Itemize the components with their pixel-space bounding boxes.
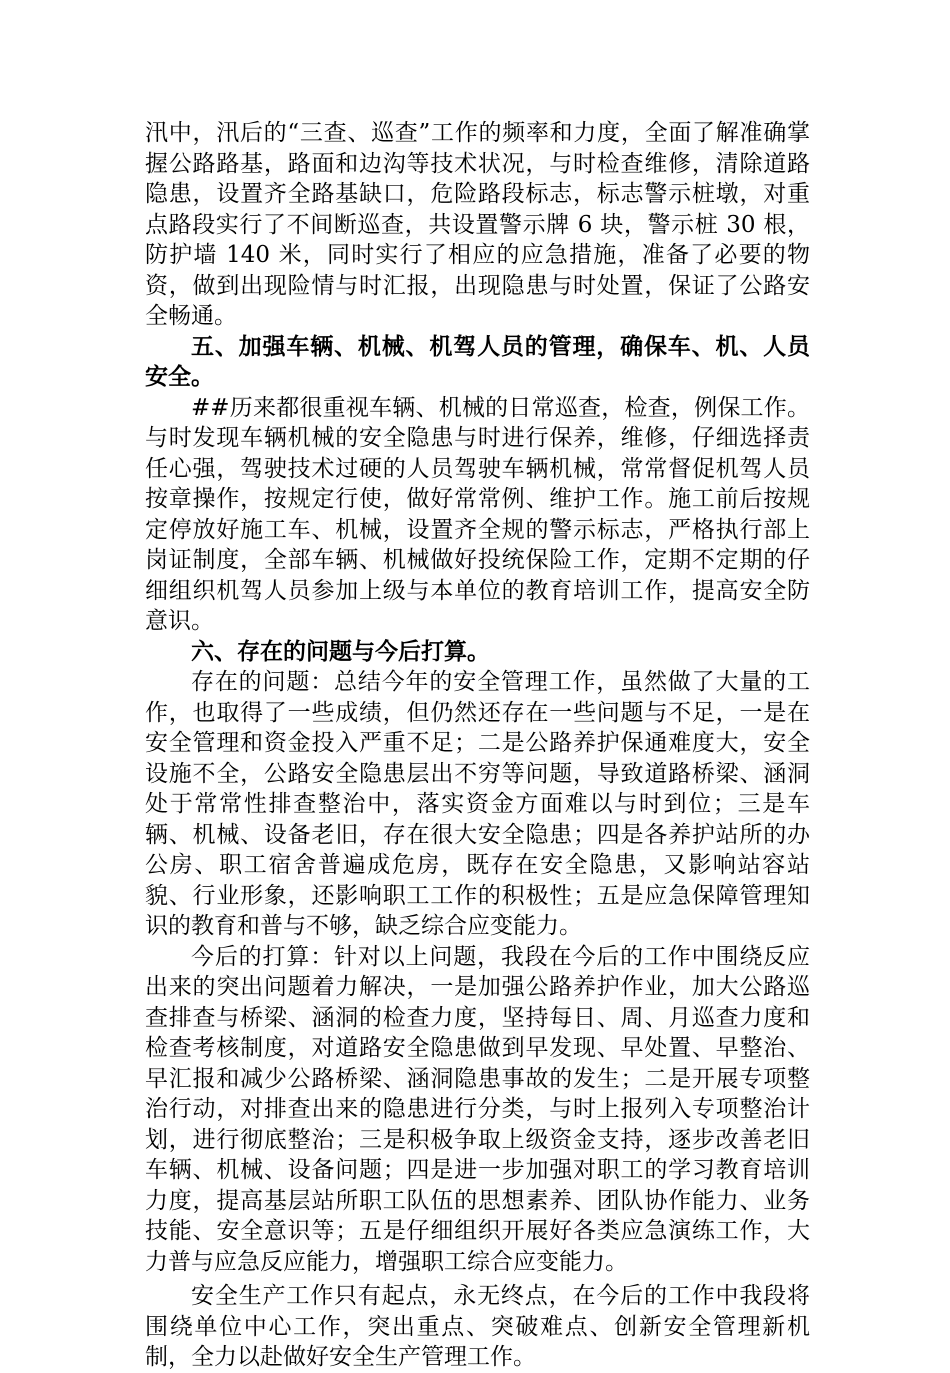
paragraph-existing-problems: 存在的问题：总结今年的安全管理工作，虽然做了大量的工作，也取得了一些成绩，但仍然还存在一些问题与不足，一是在安全管理和资金投入严重不足；二是公路养护保通难度大，安全设施不全，公路安全隐患层出不穷等问题，导致道路桥梁、涵洞处于常常性排查整治中，落实资金方面难以与时到位；三是车辆、机械、设备老旧，存在很大安全隐患；四是各养护站所的办公房、职工宿舍普遍成危房，既存在安全隐患，又影响站容站貌、行业形象，还影响职工工作的积极性；五是应急保障管理知识的教育和普与不够，缺乏综合应变能力。 [145, 669, 810, 939]
paragraph-future-plans: 今后的打算：针对以上问题，我段在今后的工作中围绕反应出来的突出问题着力解决，一是加强公路养护作业，加大公路巡查排查与桥梁、涵洞的检查力度，坚持每日、周、月巡查力度和检查考核制度，对道路安全隐患做到早发现、早处置、早整治、早汇报和减少公路桥梁、涵洞隐患事故的发生；二是开展专项整治行动，对排查出来的隐患进行分类，与时上报列入专项整治计划，进行彻底整治；三是积极争取上级资金支持，逐步改善老旧车辆、机械、设备问题；四是进一步加强对职工的学习教育培训力度，提高基层站所职工队伍的思想素养、团队协作能力、业务技能、安全意识等；五是仔细组织开展好各类应急演练工作，大力普与应急反应能力，增强职工综合应变能力。 [145, 943, 810, 1275]
paragraph-continued: 汛中，汛后的“三查、巡查”工作的频率和力度，全面了解准确掌握公路路基，路面和边沟等技术状况，与时检查维修，清除道路隐患，设置齐全路基缺口，危险路段标志，标志警示桩墩，对重点路段实行了不间断巡查，共设置警示牌 6 块，警示桩 30 根，防护墙 140 米，同时实行了相应的应急措施，准备了必要的物资，做到出现险情与时汇报，出现隐患与时处置，保证了公路安全畅通。 [145, 120, 810, 329]
paragraph-conclusion: 安全生产工作只有起点，永无终点，在今后的工作中我段将围绕单位中心工作，突出重点、突破难点、创新安全管理新机制，全力以赴做好安全生产管理工作。 [145, 1283, 810, 1370]
section-heading-five: 五、加强车辆、机械、机驾人员的管理，确保车、机、人员安全。 [145, 332, 810, 390]
section-heading-six: 六、存在的问题与今后打算。 [191, 637, 490, 665]
document-page [145, 118, 810, 1373]
paragraph-vehicle-management: ##历来都很重视车辆、机械的日常巡查，检查，例保工作。与时发现车辆机械的安全隐患与时进行保养，维修，仔细选择责任心强，驾驶技术过硬的人员驾驶车辆机械，常常督促机驾人员按章操作，按规定行使，做好常常例、维护工作。施工前后按规定停放好施工车、机械，设置齐全规的警示标志，严格执行部上岗证制度，全部车辆、机械做好投统保险工作，定期不定期的仔细组织机驾人员参加上级与本单位的教育培训工作，提高安全防意识。 [145, 394, 810, 634]
